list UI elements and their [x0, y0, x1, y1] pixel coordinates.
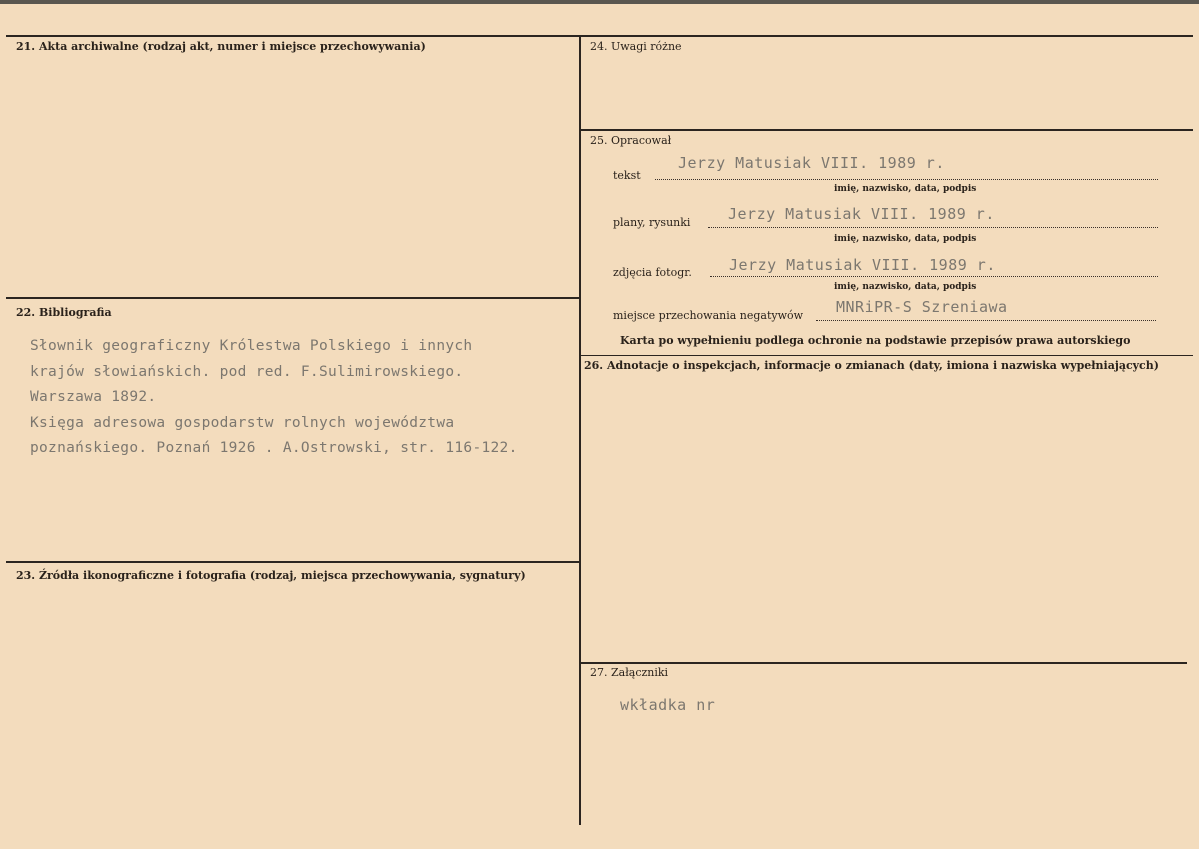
bibliography-line: Słownik geograficzny Królestwa Polskiego i innych	[30, 338, 473, 354]
plany-label: plany, rysunki	[613, 216, 691, 229]
record-card	[0, 4, 1199, 849]
section-24-title: 24. Uwagi różne	[590, 40, 682, 53]
zdjecia-caption: imię, nazwisko, data, podpis	[834, 282, 977, 292]
top-border	[6, 35, 1193, 37]
negatywy-label: miejsce przechowania negatywów	[613, 309, 804, 322]
plany-value: Jerzy Matusiak VIII. 1989 r.	[728, 205, 995, 223]
section-23-title: 23. Źródła ikonograficzne i fotografia (rodzaj, miejsca przechowywania, sygnatury)	[16, 569, 526, 582]
section-25-title: 25. Opracował	[590, 134, 672, 147]
tekst-value: Jerzy Matusiak VIII. 1989 r.	[678, 154, 945, 172]
plany-caption: imię, nazwisko, data, podpis	[834, 234, 977, 244]
zdjecia-value: Jerzy Matusiak VIII. 1989 r.	[729, 256, 996, 274]
divider-22-23	[6, 561, 580, 563]
bibliography-entries	[30, 334, 518, 462]
zdjecia-dotted-line	[710, 276, 1158, 277]
bibliography-line: poznańskiego. Poznań 1926 . A.Ostrowski, str. 116-122.	[30, 440, 518, 456]
bibliography-line: Warszawa 1892.	[30, 389, 157, 405]
divider-21-22	[6, 297, 580, 299]
section-22-title: 22. Bibliografia	[16, 306, 112, 319]
zdjecia-label: zdjęcia fotogr.	[613, 266, 692, 279]
tekst-caption: imię, nazwisko, data, podpis	[834, 184, 977, 194]
negatywy-value: MNRiPR-S Szreniawa	[836, 298, 1008, 316]
copyright-notice: Karta po wypełnieniu podlega ochronie na podstawie przepisów prawa autorskiego	[620, 334, 1131, 347]
tekst-label: tekst	[613, 169, 641, 182]
plany-dotted-line	[708, 227, 1158, 228]
negatywy-dotted-line	[816, 320, 1156, 321]
section-27-title: 27. Załączniki	[590, 666, 669, 679]
divider-24-25	[580, 129, 1193, 131]
bibliography-line: krajów słowiańskich. pod red. F.Sulimirowskiego.	[30, 363, 464, 380]
divider-26-27	[580, 662, 1187, 664]
wkladka-value: wkładka nr	[620, 696, 716, 714]
divider-25-26	[580, 355, 1193, 356]
bibliography-line: Księga adresowa gospodarstw rolnych województwa	[30, 414, 455, 431]
center-divider	[579, 35, 581, 825]
section-21-title: 21. Akta archiwalne (rodzaj akt, numer i miejsce przechowywania)	[16, 40, 426, 53]
section-26-title: 26. Adnotacje o inspekcjach, informacje o zmianach (daty, imiona i nazwiska wypełniających)	[584, 359, 1159, 372]
tekst-dotted-line	[655, 179, 1158, 180]
